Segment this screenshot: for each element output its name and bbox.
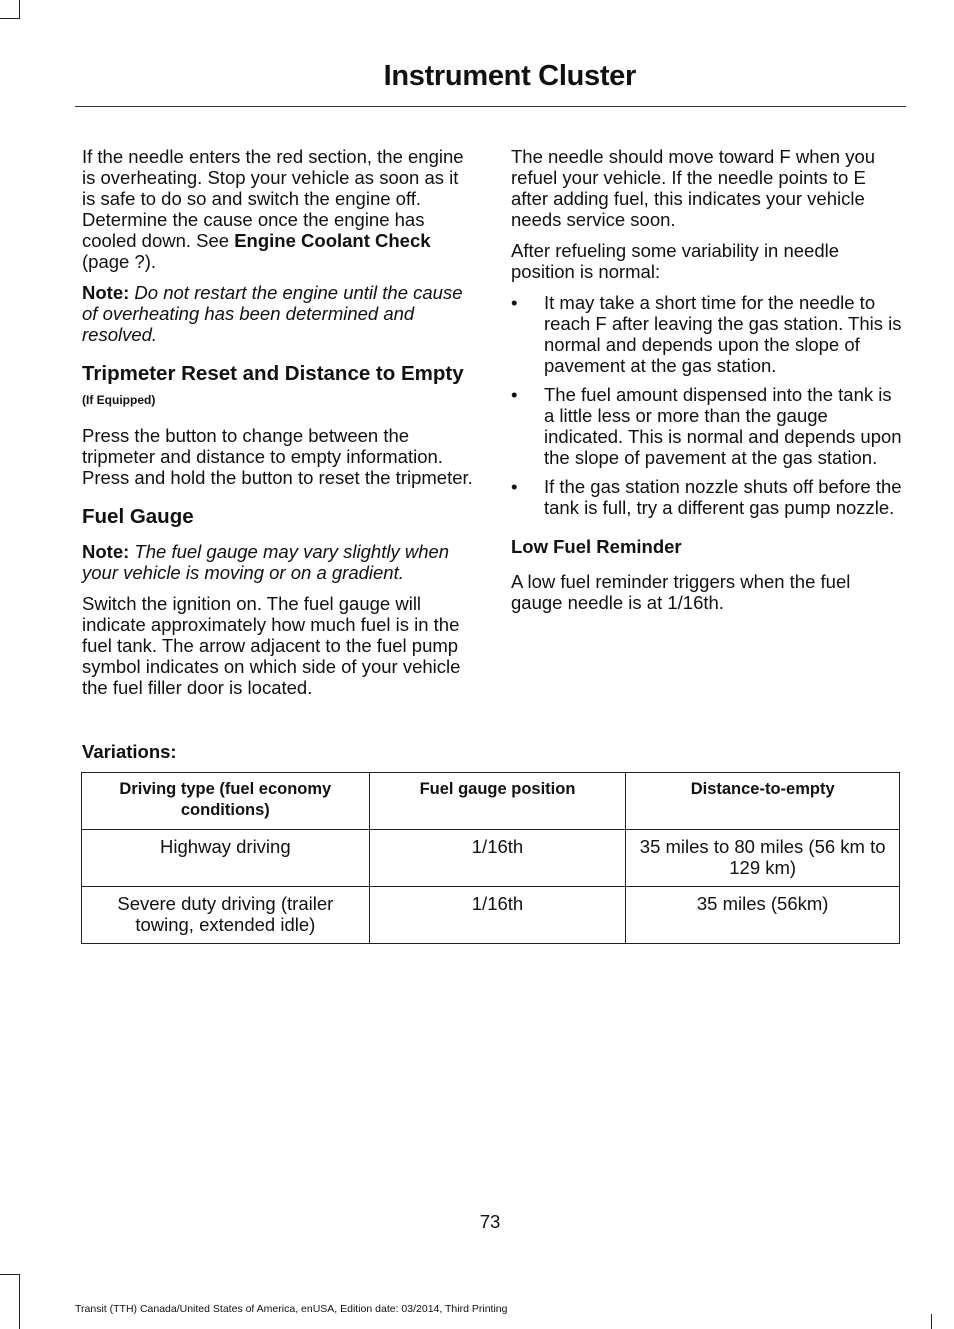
overheating-note (82, 282, 474, 345)
list-item (511, 476, 903, 518)
list-item (511, 292, 903, 376)
table-cell: 1/16th (369, 887, 626, 944)
table-cell: 1/16th (369, 830, 626, 887)
left-column (82, 146, 474, 708)
page-title: Instrument Cluster (383, 60, 636, 92)
note-text: Do not restart the engine until the cause of overheating has been determined and resolved. (82, 282, 463, 345)
footer-edition-info: Transit (TTH) Canada/United States of America, enUSA, Edition date: 03/2014, Third Printing (75, 1303, 508, 1315)
variability-paragraph: After refueling some variability in needle position is normal: (511, 240, 840, 282)
table-cell: Severe duty driving (trailer towing, extended idle) (82, 887, 370, 944)
note-label: Note: (82, 282, 130, 303)
column-header: Fuel gauge position (369, 773, 626, 830)
crop-mark-top-left-v (19, 0, 20, 18)
bullet-icon: • (511, 476, 518, 497)
variability-list (511, 292, 903, 518)
table-header-row (82, 773, 900, 830)
list-item-text: The fuel amount dispensed into the tank is a little less or more than the gauge indicated. This is normal and depends upon the slope of pavement at the gas station. (544, 384, 902, 468)
column-header: Driving type (fuel economy conditions) (82, 773, 370, 830)
right-column (511, 146, 903, 623)
fuel-gauge-note (82, 541, 474, 583)
page-number: 73 (479, 1211, 501, 1232)
variations-table (81, 772, 900, 944)
tripmeter-heading-text: Tripmeter Reset and Distance to Empty (82, 362, 464, 385)
fuel-gauge-paragraph: Switch the ignition on. The fuel gauge will indicate approximately how much fuel is in the fuel tank. The arrow adjacent to the fuel pump symbol indicates on which side of your vehicle the fuel filler door is located. (82, 593, 461, 698)
overheating-paragraph (82, 146, 474, 272)
table-cell: 35 miles (56km) (626, 887, 900, 944)
bullet-icon: • (511, 384, 518, 405)
table-row (82, 830, 900, 887)
overheating-text: If the needle enters the red section, the engine is overheating. Stop your vehicle as soon as it is safe to do so and switch the engine off. Determine the cause once the engine has cooled down. See (82, 146, 464, 251)
table-cell: Highway driving (82, 830, 370, 887)
if-equipped-qualifier: (If Equipped) (82, 393, 156, 407)
table-row (82, 887, 900, 944)
note-text: The fuel gauge may vary slightly when your vehicle is moving or on a gradient. (82, 541, 450, 583)
page-reference: (page ?). (82, 251, 157, 272)
section-heading-fuel-gauge: Fuel Gauge (82, 505, 194, 528)
crop-mark-bottom-left-h (0, 1274, 20, 1275)
title-divider (75, 106, 906, 107)
table-cell: 35 miles to 80 miles (56 km to 129 km) (626, 830, 900, 887)
list-item-text: If the gas station nozzle shuts off before the tank is full, try a different gas pump nozzle. (544, 476, 902, 518)
bullet-icon: • (511, 292, 518, 313)
column-header: Distance-to-empty (626, 773, 900, 830)
section-heading-low-fuel: Low Fuel Reminder (511, 536, 682, 557)
note-label: Note: (82, 541, 130, 562)
low-fuel-paragraph: A low fuel reminder triggers when the fuel gauge needle is at 1/16th. (511, 571, 851, 613)
tripmeter-paragraph: Press the button to change between the tripmeter and distance to empty information. Press and hold the button to reset the tripmeter. (82, 425, 473, 488)
crop-mark-bottom-right-v (931, 1314, 932, 1329)
crop-mark-top-left-h (0, 18, 20, 19)
engine-coolant-check-link[interactable]: Engine Coolant Check (234, 230, 431, 251)
crop-mark-bottom-left-v (19, 1274, 20, 1329)
section-heading-tripmeter (82, 363, 474, 411)
refuel-paragraph: The needle should move toward F when you refuel your vehicle. If the needle points to E after adding fuel, this indicates your vehicle needs service soon. (511, 146, 876, 230)
variations-label: Variations: (82, 741, 177, 762)
list-item (511, 384, 903, 468)
list-item-text: It may take a short time for the needle to reach F after leaving the gas station. This is normal and depends upon the slope of pavement at the gas station. (544, 292, 902, 376)
